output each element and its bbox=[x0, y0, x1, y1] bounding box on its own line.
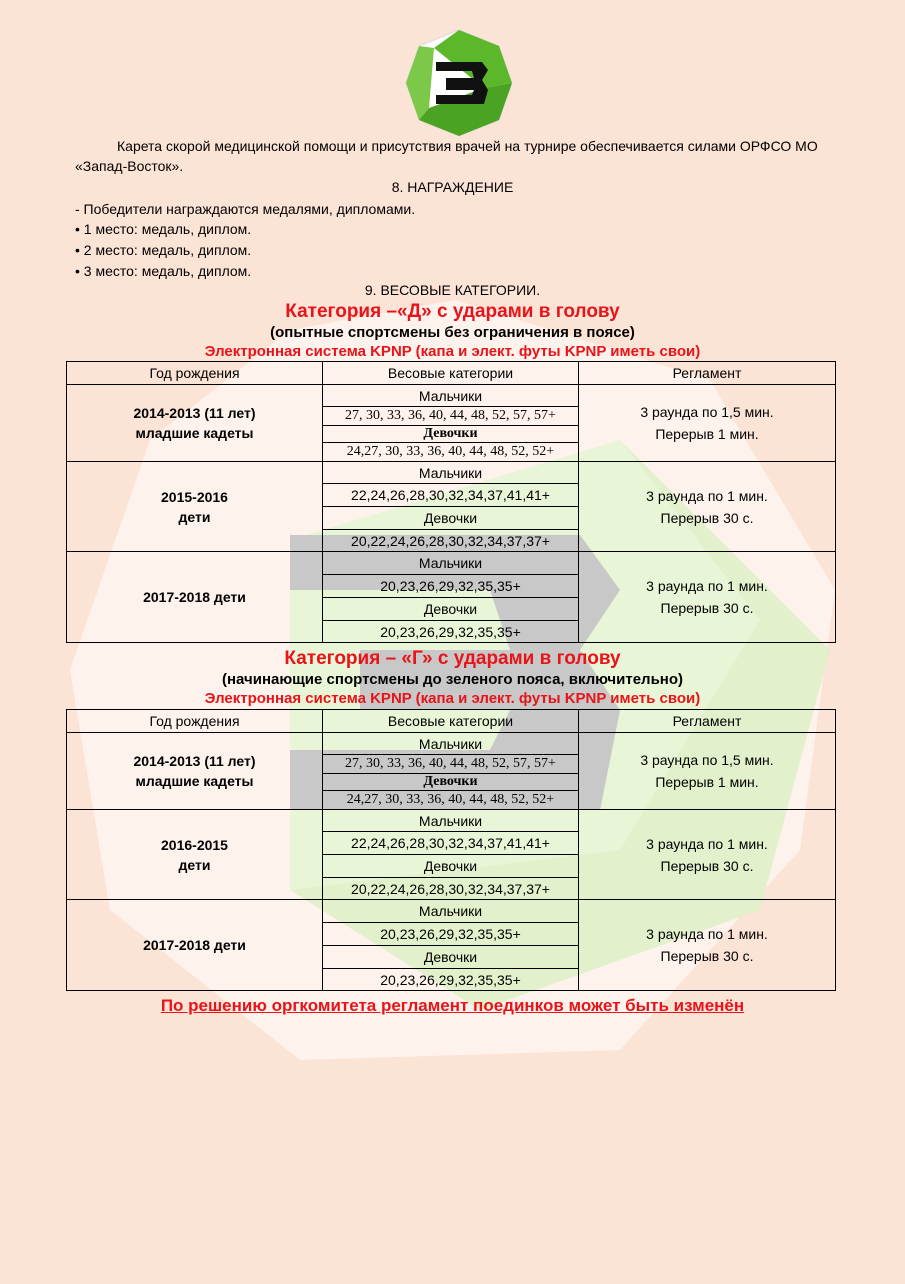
category-d-system: Электронная система KPNP (капа и элект. футы KPNP иметь свои) bbox=[204, 343, 701, 360]
girls-weights: 24,27, 30, 33, 36, 40, 44, 48, 52, 52+ bbox=[323, 443, 579, 462]
award-place-2: • 2 место: медаль, диплом. bbox=[75, 242, 252, 258]
rules-cell: 3 раунда по 1 мин. Перерыв 30 с. bbox=[579, 462, 836, 552]
rules-cell: 3 раунда по 1 мин. Перерыв 30 с. bbox=[579, 900, 836, 991]
girls-weights: 20,22,24,26,28,30,32,34,37,37+ bbox=[323, 530, 579, 552]
girls-label: Девочки bbox=[323, 946, 579, 969]
boys-weights: 27, 30, 33, 36, 40, 44, 48, 52, 57, 57+ bbox=[323, 755, 579, 774]
boys-label: Мальчики bbox=[323, 900, 579, 923]
girls-label: Девочки bbox=[323, 507, 579, 530]
year-cell: 2017-2018 дети bbox=[67, 900, 323, 991]
table-row bbox=[67, 733, 836, 755]
table-header-row bbox=[67, 710, 836, 733]
rules-cell: 3 раунда по 1,5 мин. Перерыв 1 мин. bbox=[579, 733, 836, 810]
table-row bbox=[67, 462, 836, 484]
boys-label: Мальчики bbox=[323, 462, 579, 484]
header-weights: Весовые категории bbox=[323, 710, 579, 733]
header-year: Год рождения bbox=[67, 710, 323, 733]
category-g-title: Категория – «Г» с ударами в голову bbox=[284, 648, 621, 669]
year-cell: 2017-2018 дети bbox=[67, 552, 323, 643]
category-d-table bbox=[66, 361, 836, 643]
category-d-title: Категория –«Д» с ударами в голову bbox=[285, 301, 620, 322]
girls-weights: 20,23,26,29,32,35,35+ bbox=[323, 621, 579, 643]
boys-weights: 22,24,26,28,30,32,34,37,41,41+ bbox=[323, 832, 579, 855]
boys-weights: 20,23,26,29,32,35,35+ bbox=[323, 575, 579, 598]
logo-icon bbox=[404, 28, 514, 138]
table-row bbox=[67, 552, 836, 575]
year-cell: 2015-2016 дети bbox=[67, 462, 323, 552]
girls-weights: 24,27, 30, 33, 36, 40, 44, 48, 52, 52+ bbox=[323, 791, 579, 810]
table-row bbox=[67, 810, 836, 832]
girls-weights: 20,22,24,26,28,30,32,34,37,37+ bbox=[323, 878, 579, 900]
year-cell: 2016-2015 дети bbox=[67, 810, 323, 900]
boys-label: Мальчики bbox=[323, 552, 579, 575]
year-cell: 2014-2013 (11 лет) младшие кадеты bbox=[67, 733, 323, 810]
year-cell: 2014-2013 (11 лет) младшие кадеты bbox=[67, 385, 323, 462]
category-g-system: Электронная система KPNP (капа и элект. футы KPNP иметь свои) bbox=[204, 690, 701, 707]
rules-cell: 3 раунда по 1 мин. Перерыв 30 с. bbox=[579, 810, 836, 900]
header-year: Год рождения bbox=[67, 362, 323, 385]
boys-label: Мальчики bbox=[323, 385, 579, 407]
category-d-subtitle: (опытные спортсмены без ограничения в поясе) bbox=[270, 324, 635, 341]
award-place-1: • 1 место: медаль, диплом. bbox=[75, 221, 252, 237]
girls-label: Девочки bbox=[323, 855, 579, 878]
header-rules: Регламент bbox=[579, 710, 836, 733]
awards-line: - Победители награждаются медалями, дипломами. bbox=[75, 201, 416, 217]
header-weights: Весовые категории bbox=[323, 362, 579, 385]
table-row bbox=[67, 900, 836, 923]
girls-label: Девочки bbox=[323, 426, 579, 443]
header-rules: Регламент bbox=[579, 362, 836, 385]
footer-note: По решению оргкомитета регламент поединков может быть изменён bbox=[160, 996, 745, 1015]
boys-label: Мальчики bbox=[323, 810, 579, 832]
boys-weights: 20,23,26,29,32,35,35+ bbox=[323, 923, 579, 946]
boys-label: Мальчики bbox=[323, 733, 579, 755]
ambulance-paragraph: Карета скорой медицинской помощи и присутствия врачей на турнире обеспечивается силами ОРФСО МО «Запад-Восток». bbox=[75, 138, 818, 174]
table-row bbox=[67, 385, 836, 407]
awards-heading: 8. НАГРАЖДЕНИЕ bbox=[391, 179, 514, 195]
category-g-subtitle: (начинающие спортсмены до зеленого пояса, включительно) bbox=[221, 671, 684, 688]
boys-weights: 22,24,26,28,30,32,34,37,41,41+ bbox=[323, 484, 579, 507]
rules-cell: 3 раунда по 1,5 мин. Перерыв 1 мин. bbox=[579, 385, 836, 462]
award-place-3: • 3 место: медаль, диплом. bbox=[75, 263, 252, 279]
girls-label: Девочки bbox=[323, 598, 579, 621]
girls-label: Девочки bbox=[323, 774, 579, 791]
girls-weights: 20,23,26,29,32,35,35+ bbox=[323, 969, 579, 991]
boys-weights: 27, 30, 33, 36, 40, 44, 48, 52, 57, 57+ bbox=[323, 407, 579, 426]
rules-cell: 3 раунда по 1 мин. Перерыв 30 с. bbox=[579, 552, 836, 643]
category-g-table bbox=[66, 709, 836, 991]
table-header-row bbox=[67, 362, 836, 385]
weights-heading: 9. ВЕСОВЫЕ КАТЕГОРИИ. bbox=[364, 282, 541, 298]
